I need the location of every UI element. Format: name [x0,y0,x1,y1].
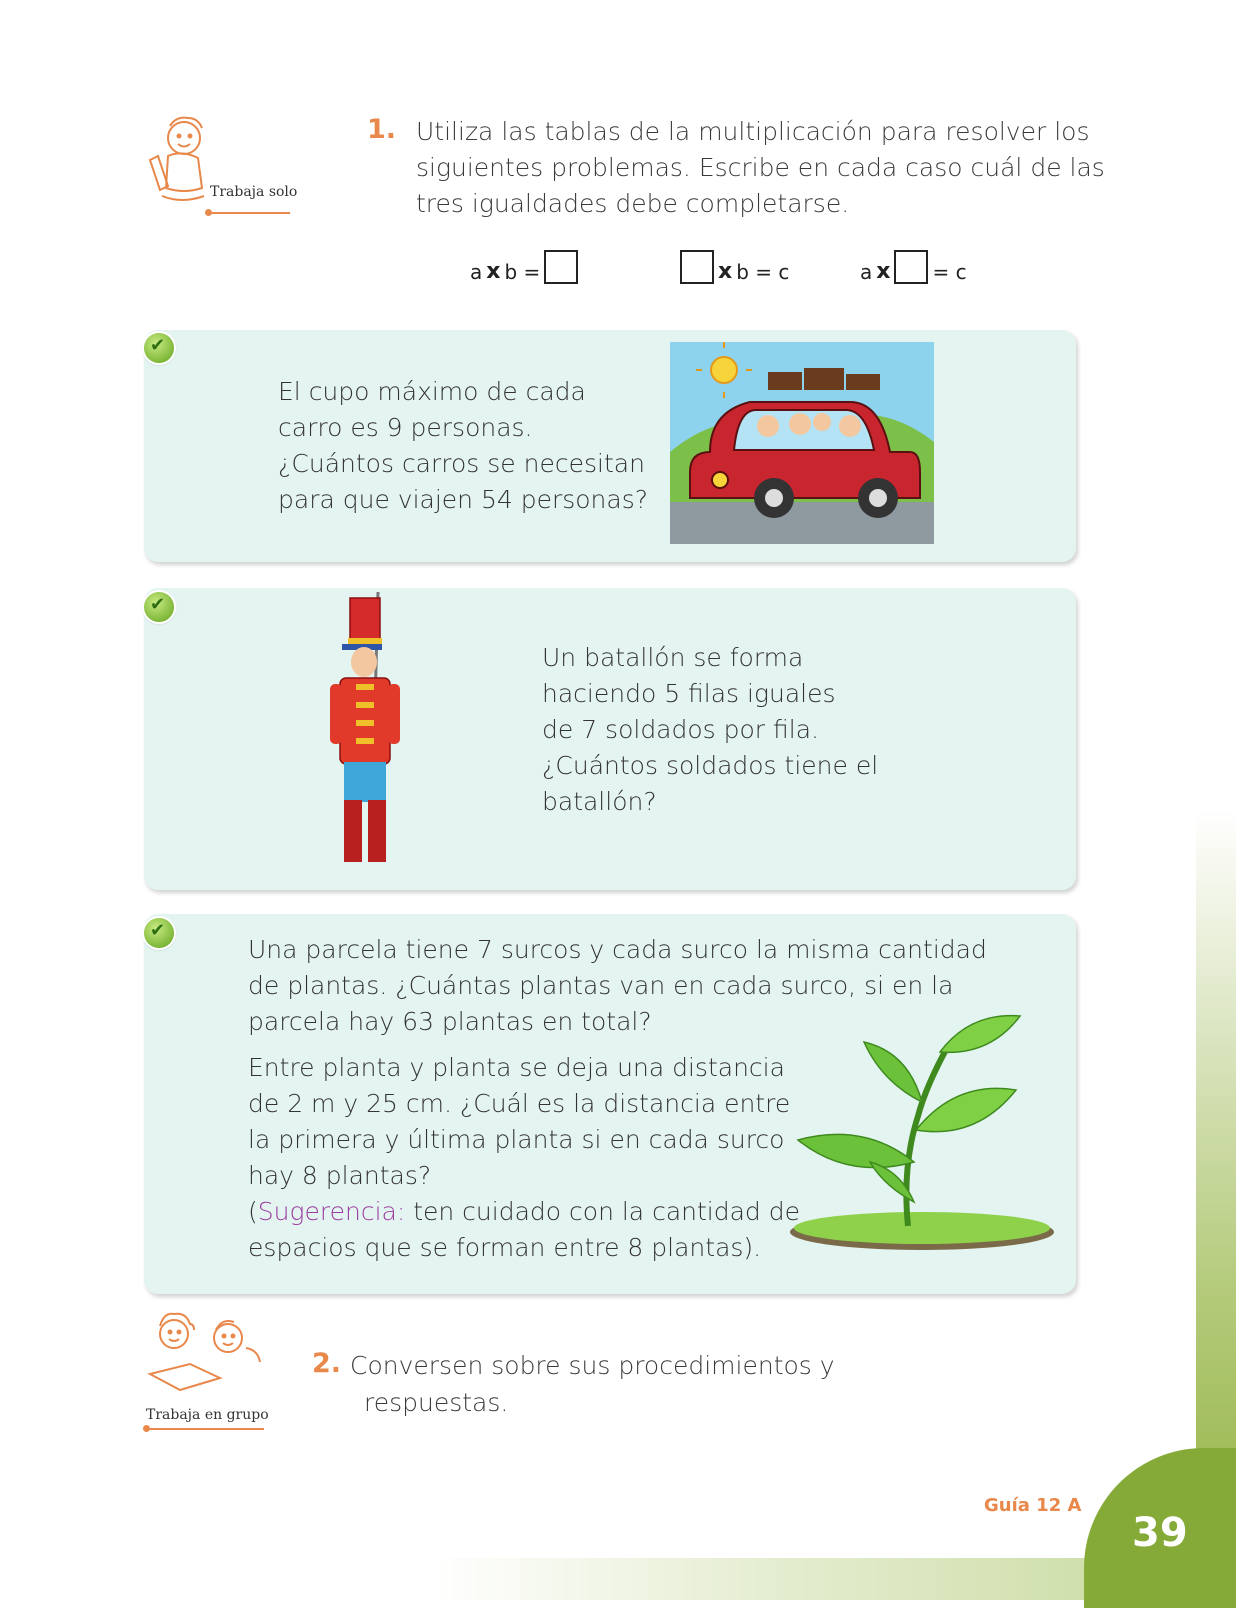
problem-line: espacios que se forman entre 8 plantas). [248,1233,762,1262]
family-car-illustration [670,342,934,544]
mode-group-label: Trabaja en grupo [146,1407,269,1423]
mode-group-dot [143,1425,150,1432]
multiply-sign: x [486,259,501,284]
problem-line: carro es 9 personas. [278,413,533,442]
question-2-number: 2. [312,1348,342,1379]
check-icon: ✔ [144,333,174,363]
multiply-sign: x [876,259,891,284]
question-1-line: tres igualdades debe completarse. [416,189,850,218]
student-writing-icon [140,112,220,208]
answer-box [544,250,578,284]
hint-text: ten cuidado con la cantidad de [405,1197,800,1226]
eq1-b: b = [504,260,541,284]
problem-line: de 2 m y 25 cm. ¿Cuál es la distancia entre [248,1089,791,1118]
problem-line: El cupo máximo de cada [278,377,586,406]
problem-line: la primera y última planta si en cada surco [248,1125,785,1154]
question-1-line: siguientes problemas. Escribe en cada caso cuál de las [416,153,1105,182]
question-1-number: 1. [367,114,397,145]
students-group-icon [140,1308,270,1398]
plant-illustration [790,1012,1056,1252]
page-number: 39 [1132,1510,1188,1556]
problem-line: para que viajen 54 personas? [278,485,649,514]
multiply-sign: x [718,259,733,284]
problem-plant-text-b [248,1050,800,1266]
problem-line: haciendo 5 filas iguales [542,679,836,708]
question-2-line1: Conversen sobre sus procedimientos y [350,1351,835,1380]
mode-group-underline [146,1428,264,1430]
hint-open: ( [248,1197,258,1226]
problem-line: de 7 soldados por fila. [542,715,819,744]
problem-line: batallón? [542,787,657,816]
soldier-illustration [330,592,406,868]
problem-line: Un batallón se forma [542,643,804,672]
problem-line: hay 8 plantas? [248,1161,432,1190]
check-icon: ✔ [144,592,174,622]
hint-label: Sugerencia: [257,1197,406,1226]
eq2-rest: b = c [736,260,790,284]
eq3-rest: = c [932,260,967,284]
problem-line: Una parcela tiene 7 surcos y cada surco la misma cantidad [248,935,987,964]
problem-line: ¿Cuántos carros se necesitan [278,449,645,478]
problem-line: Entre planta y planta se deja una distancia [248,1053,785,1082]
equality-3 [860,250,967,284]
problem-car-text [278,374,648,518]
equality-1 [470,250,578,284]
hint-line [248,1194,800,1230]
answer-box [680,250,714,284]
mode-solo-label: Trabaja solo [210,184,298,200]
answer-box [894,250,928,284]
eq1-a: a [470,260,483,284]
problem-line: de plantas. ¿Cuántas plantas van en cada surco, si en la [248,971,954,1000]
problem-line: parcela hay 63 plantas en total? [248,1007,652,1036]
question-1-line: Utiliza las tablas de la multiplicación para resolver los [416,117,1090,146]
guide-label: Guía 12 A [984,1495,1082,1516]
problem-line: ¿Cuántos soldados tiene el [542,751,879,780]
mode-solo-underline [208,212,290,214]
problem-soldier-text [542,640,878,820]
equality-2 [680,250,789,284]
eq3-a: a [860,260,873,284]
question-2-line2: respuestas. [364,1388,509,1417]
check-icon: ✔ [144,918,174,948]
mode-solo-dot [205,209,212,216]
question-1-text [416,114,1116,222]
